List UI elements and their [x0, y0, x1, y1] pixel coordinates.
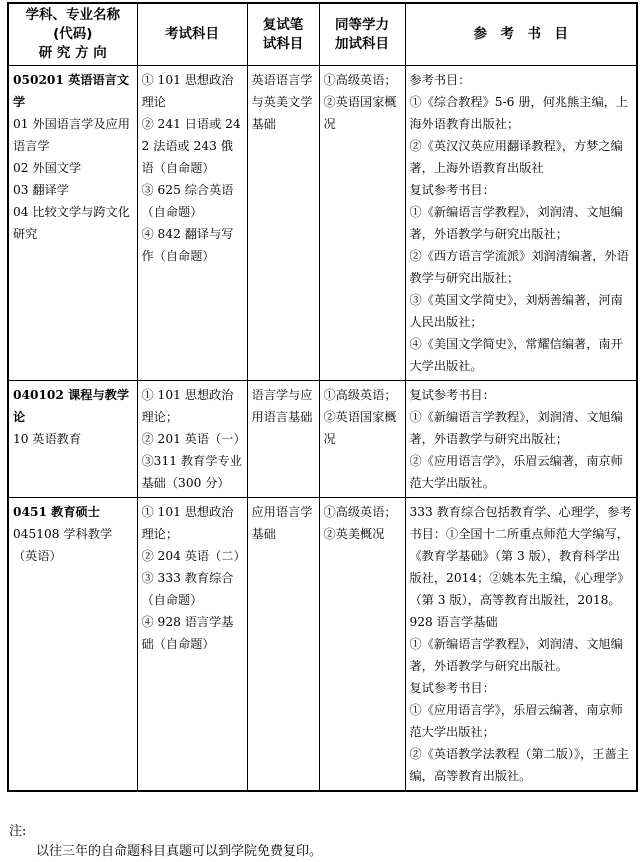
- reference-entry: ②《西方语言学流派》刘润清编著，外语教学与研究出版社；: [409, 249, 629, 285]
- header-equivalent-subjects: [319, 3, 405, 66]
- equivalent-subject: ①高级英语；: [323, 505, 397, 519]
- exam-subjects-cell: [137, 66, 247, 381]
- research-direction: 10 英语教育: [13, 432, 82, 446]
- header-subject-line: 学科、专业名称: [25, 7, 120, 23]
- exam-subject: ④ 928 语言学基础（自命题）: [141, 615, 234, 651]
- reference-entry: ①《应用语言学》，乐眉云编著，南京师范大学出版社；: [409, 703, 623, 739]
- header-ref-line: 参 考 书 目: [473, 26, 568, 42]
- retest-subject: 英语语言学与英美文学基础: [251, 73, 313, 131]
- reference-entry: ③《英国文学简史》，刘炳善编著，河南人民出版社；: [409, 293, 623, 329]
- subject-code-name: 050201 英语语言文学: [13, 73, 130, 109]
- reference-books-cell: [405, 66, 637, 381]
- header-subject: [8, 3, 137, 66]
- subject-cell: [8, 381, 137, 498]
- reference-entry: ②《英语教学法教程（第二版）》，王蔷主编，高等教育出版社。: [409, 747, 629, 783]
- exam-subject: ③ 625 综合英语（自命题）: [141, 183, 234, 219]
- reference-entry: 参考书目：: [409, 73, 471, 87]
- reference-entry: ①《新编语言学教程》，刘润清、文旭编著，外语教学与研究出版社；: [409, 205, 623, 241]
- exam-subject: ③ 333 教育综合（自命题）: [141, 571, 234, 607]
- header-row: [8, 3, 637, 66]
- reference-entry: ①《综合教程》5-6 册，何兆熊主编，上海外语教育出版社；: [409, 95, 628, 131]
- admission-catalog-table: [7, 2, 638, 792]
- reference-entry: ①《新编语言学教程》，刘润清、文旭编著，外语教学与研究出版社；: [409, 410, 623, 446]
- reference-entry: 复试参考书目：: [409, 388, 495, 402]
- equivalent-subject: ②英美概况: [323, 527, 385, 541]
- equivalent-subject: ②英语国家概况: [323, 410, 397, 446]
- reference-entry: 复试参考书目：: [409, 183, 495, 197]
- header-retest-line: 复试笔: [262, 16, 304, 33]
- table-row: [8, 66, 637, 381]
- exam-subject: ② 204 英语（二）: [141, 549, 246, 563]
- exam-subject: ② 241 日语或 242 法语或 243 俄语（自命题）: [141, 117, 241, 175]
- reference-entry: ②《英汉汉英应用翻译教程》，方梦之编著，上海外语教育出版社: [409, 139, 623, 175]
- exam-subject: ③311 教育学专业基础（300 分）: [141, 454, 242, 490]
- header-retest-subjects: [247, 3, 319, 66]
- equivalent-subject: ②英语国家概况: [323, 95, 397, 131]
- research-direction: 01 外国语言学及应用语言学: [13, 117, 130, 153]
- reference-entry: 928 语言学基础: [409, 615, 498, 629]
- retest-subject-cell: [247, 498, 319, 792]
- retest-subject: 语言学与应用语言基础: [251, 388, 313, 424]
- header-subject-line: 研 究 方 向: [38, 45, 107, 61]
- retest-subject: 应用语言学基础: [251, 505, 313, 541]
- equivalent-subjects-cell: [319, 381, 405, 498]
- reference-books-cell: [405, 498, 637, 792]
- reference-entry: 333 教育综合包括教育学、心理学，参考书目：①全国十二所重点师范大学编写，《教育学基础》（第 3 版），教育科学出版社，2014；②姚本先主编，《心理学》（第 3 版），高等教育出版社，2018。: [409, 505, 632, 607]
- equivalent-subjects-cell: [319, 66, 405, 381]
- table-row: [8, 498, 637, 792]
- notes-label: 注:: [9, 824, 27, 839]
- equivalent-subject: ①高级英语；: [323, 388, 397, 402]
- exam-subject: ① 101 思想政治理论: [141, 73, 234, 109]
- reference-entry: 复试参考书目：: [409, 681, 495, 695]
- research-direction: 04 比较文学与跨文化研究: [13, 205, 130, 241]
- equivalent-subjects-cell: [319, 498, 405, 792]
- exam-subject: ① 101 思想政治理论；: [141, 388, 234, 424]
- subject-code-name: 040102 课程与教学论: [13, 388, 130, 424]
- research-direction: 03 翻译学: [13, 183, 69, 197]
- header-equiv-line: 同等学力: [335, 16, 389, 33]
- exam-subject: ① 101 思想政治理论；: [141, 505, 234, 541]
- exam-subject: ④ 842 翻译与写作（自命题）: [141, 227, 234, 263]
- retest-subject-cell: [247, 381, 319, 498]
- header-reference-books: [405, 3, 637, 66]
- reference-entry: ④《美国文学简史》，常耀信编著，南开大学出版社。: [409, 337, 623, 373]
- exam-subject: ② 201 英语（一）: [141, 432, 246, 446]
- subject-cell: [8, 498, 137, 792]
- header-retest-line: 试科目: [262, 35, 304, 52]
- header-equiv-line: 加试科目: [335, 35, 389, 52]
- retest-subject-cell: [247, 66, 319, 381]
- header-subject-line: (代码): [53, 26, 93, 42]
- research-direction: 02 外国文学: [13, 161, 82, 175]
- notes-text: 以往三年的自命题科目真题可以到学院免费复印。: [36, 844, 323, 859]
- exam-subjects-cell: [137, 381, 247, 498]
- reference-entry: ①《新编语言学教程》，刘润清、文旭编著，外语教学与研究出版社。: [409, 637, 623, 673]
- subject-code-name: 0451 教育硕士: [13, 505, 100, 519]
- equivalent-subject: ①高级英语；: [323, 73, 397, 87]
- table-row: [8, 381, 637, 498]
- header-exam-subjects: [137, 3, 247, 66]
- exam-subjects-cell: [137, 498, 247, 792]
- header-exam-line: 考试科目: [165, 26, 219, 42]
- notes-section: [9, 822, 634, 862]
- reference-entry: ②《应用语言学》，乐眉云编著，南京师范大学出版社。: [409, 454, 623, 490]
- research-direction: 045108 学科教学（英语）: [13, 527, 113, 563]
- reference-books-cell: [405, 381, 637, 498]
- subject-cell: [8, 66, 137, 381]
